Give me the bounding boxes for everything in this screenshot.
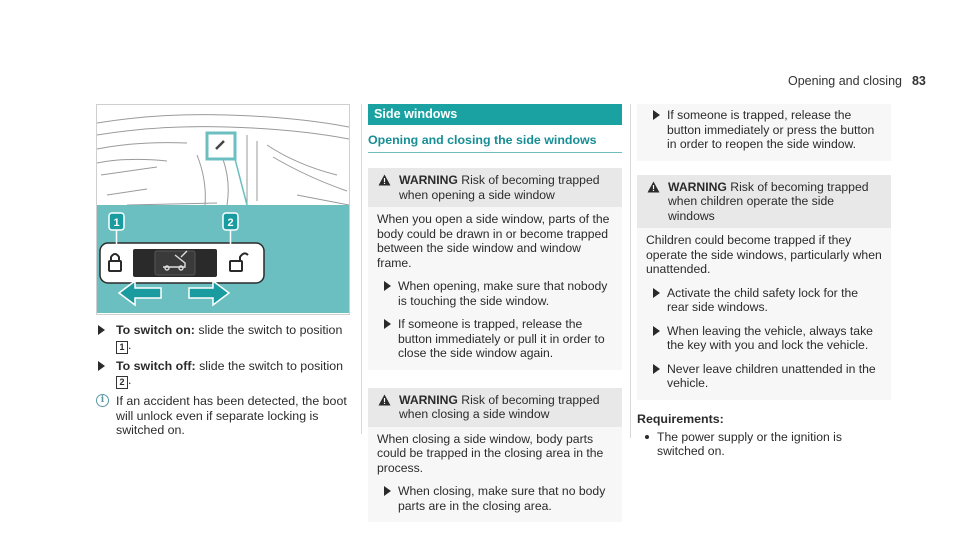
- step-switch-on-text: slide the switch to position: [198, 323, 343, 337]
- warning-continuation: [637, 104, 891, 161]
- warning-step-text: If someone is trapped, release the button immediately or pull it in order to close the side window again.: [398, 317, 605, 360]
- warning-body: [368, 427, 622, 523]
- switch-instructions: [96, 323, 356, 438]
- warning-triangle-icon: [378, 394, 391, 406]
- boot-lock-switch-illustration: [96, 104, 350, 315]
- position-key-1: 1: [116, 341, 128, 354]
- illustration-svg: [97, 105, 349, 314]
- warning-step-text: Never leave children unattended in the vehicle.: [667, 361, 876, 390]
- warning-step-text: If someone is trapped, release the button immediately or press the button in order to reopen the side window.: [667, 108, 875, 151]
- warning-body: [637, 104, 891, 161]
- warning-step: [646, 362, 883, 391]
- warning-box-closing: [368, 388, 622, 523]
- step-switch-off-label: To switch off:: [116, 358, 196, 373]
- warning-header: [368, 168, 622, 207]
- requirements-title: Requirements:: [637, 411, 724, 426]
- side-windows-column: [368, 104, 622, 522]
- warning-step: [377, 484, 614, 513]
- bullet-arrow-icon: [653, 326, 660, 336]
- callout-2-label: 2: [227, 217, 234, 229]
- step-switch-on: [96, 323, 356, 354]
- warning-body: [368, 207, 622, 370]
- warning-step-text: When leaving the vehicle, always take the key with you and lock the vehicle.: [667, 323, 873, 352]
- step-switch-on-period: .: [128, 337, 132, 352]
- warning-box-opening: [368, 168, 622, 370]
- warning-body: [637, 228, 891, 400]
- requirement-text: The power supply or the ignition is switched on.: [657, 429, 842, 458]
- running-header: [788, 74, 926, 88]
- warning-headline: Risk of becoming trapped when children operate the side windows: [668, 179, 869, 223]
- callout-1-label: 1: [113, 217, 120, 229]
- warning-text: When closing a side window, body parts could be trapped in the closing area in the process.: [377, 431, 604, 475]
- warning-label: WARNING: [399, 392, 458, 407]
- bullet-arrow-icon: [653, 364, 660, 374]
- bullet-arrow-icon: [384, 486, 391, 496]
- right-column: [637, 104, 891, 459]
- warning-step-text: When closing, make sure that no body parts are in the closing area.: [398, 484, 606, 513]
- warning-text: When you open a side window, parts of the body could be drawn in or become trapped between the side window and window frame.: [377, 212, 610, 270]
- bullet-arrow-icon: [384, 281, 391, 291]
- warning-step-text: When opening, make sure that nobody is touching the side window.: [398, 279, 608, 308]
- warning-triangle-icon: [647, 181, 660, 193]
- column-divider: [361, 104, 362, 434]
- bullet-arrow-icon: [98, 325, 105, 335]
- step-switch-off: [96, 359, 356, 390]
- step-switch-off-text: slide the switch to position: [199, 358, 344, 373]
- warning-headline: Risk of becoming trapped when closing a side window: [399, 392, 600, 421]
- subsection-title: Opening and closing the side windows: [368, 133, 622, 153]
- bullet-arrow-icon: [384, 319, 391, 329]
- section-title: Side windows: [368, 104, 622, 125]
- running-header-title: Opening and closing: [788, 74, 902, 88]
- warning-step: [646, 324, 883, 353]
- bullet-arrow-icon: [653, 288, 660, 298]
- bullet-arrow-icon: [653, 110, 660, 120]
- warning-label: WARNING: [668, 179, 727, 194]
- warning-box-children: [637, 175, 891, 400]
- requirement-item: [637, 430, 891, 459]
- step-switch-on-label: To switch on:: [116, 323, 195, 337]
- warning-step: [646, 108, 883, 152]
- bullet-arrow-icon: [98, 361, 105, 371]
- warning-header: [637, 175, 891, 229]
- position-key-2: 2: [116, 376, 128, 389]
- warning-label: WARNING: [399, 173, 458, 187]
- page-number: 83: [911, 74, 926, 88]
- warning-step: [377, 279, 614, 308]
- warning-step: [646, 286, 883, 315]
- info-note: [96, 394, 356, 438]
- step-switch-off-period: .: [128, 373, 132, 387]
- warning-triangle-icon: [378, 174, 391, 186]
- warning-header: [368, 388, 622, 427]
- warning-step-text: Activate the child safety lock for the rear side windows.: [667, 285, 859, 314]
- bullet-dot-icon: [645, 435, 649, 439]
- info-icon: i: [96, 394, 109, 407]
- info-note-text: If an accident has been detected, the boot will unlock even if separate locking is switched on.: [116, 394, 347, 437]
- warning-headline: Risk of becoming trapped when opening a side window: [399, 173, 600, 202]
- warning-step: [377, 317, 614, 361]
- column-divider: [630, 104, 631, 438]
- warning-text: Children could become trapped if they operate the side windows, particularly when unattended.: [646, 233, 882, 276]
